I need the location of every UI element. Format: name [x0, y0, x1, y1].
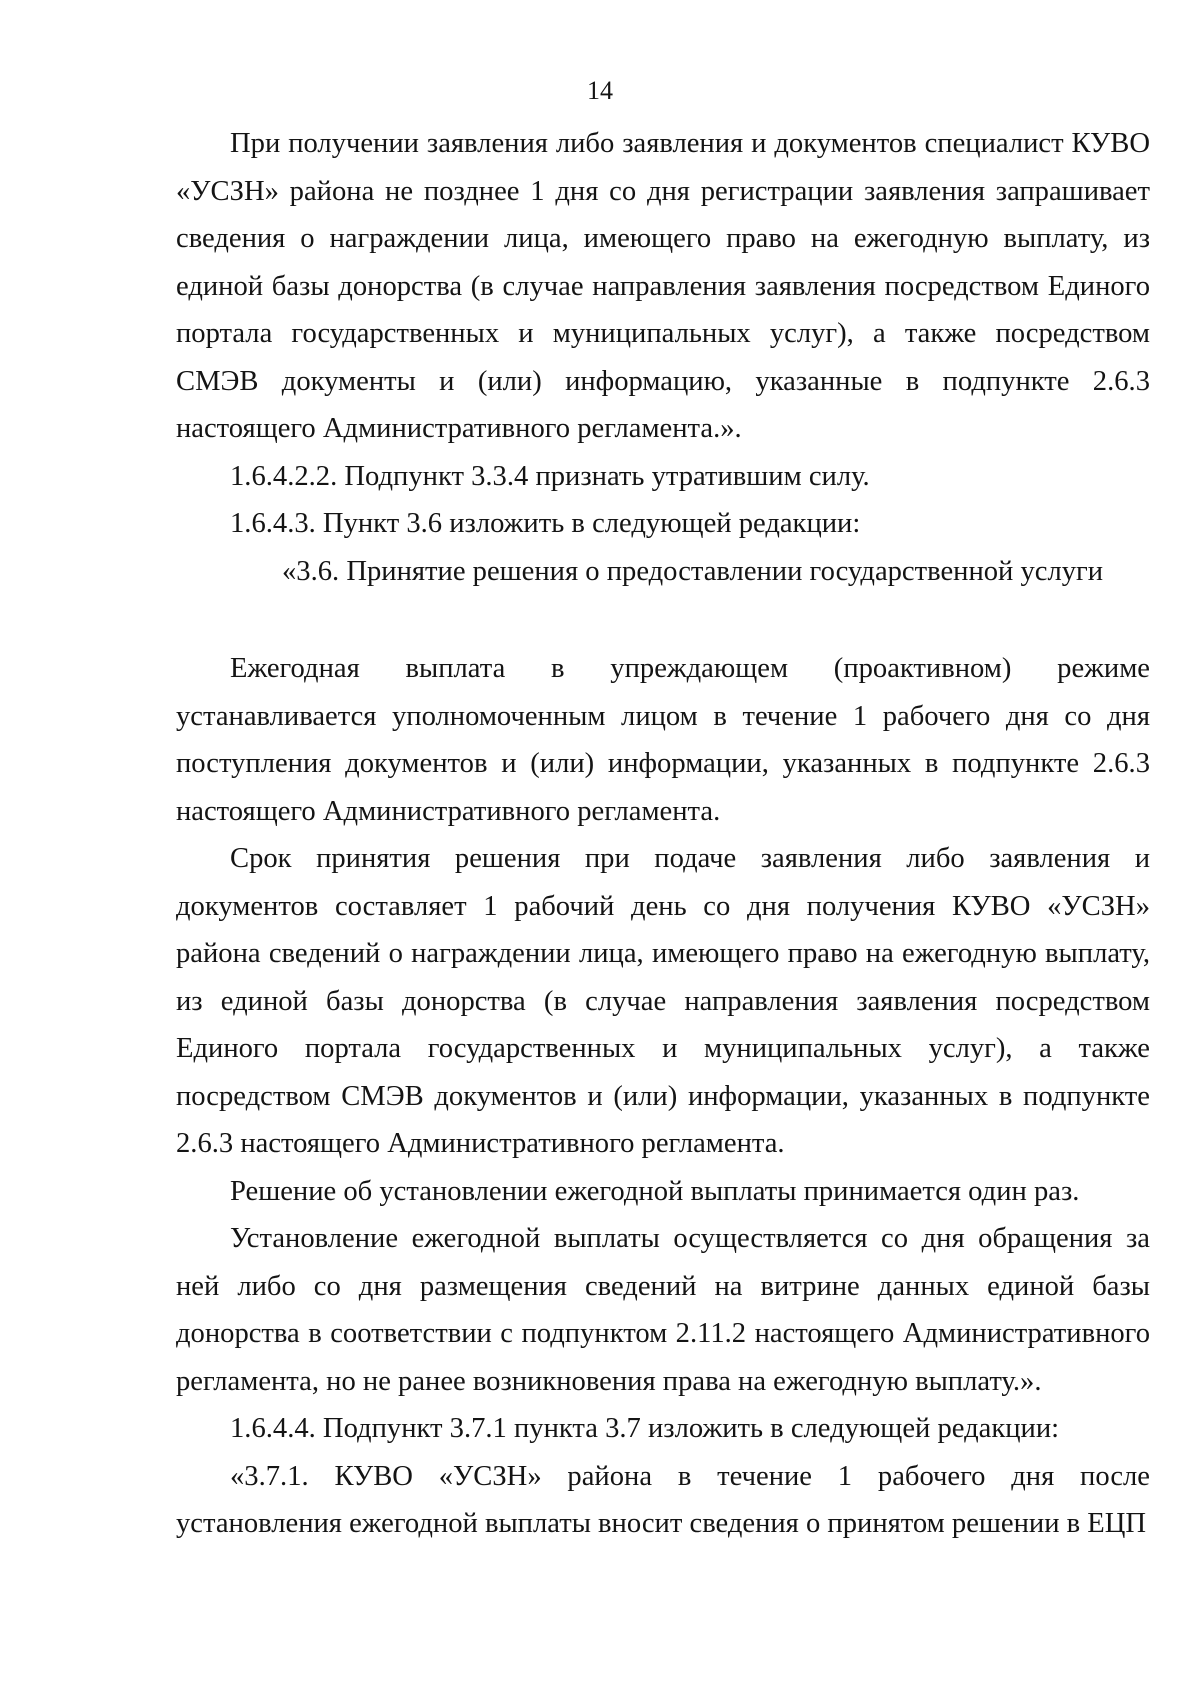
paragraph-application-request: При получении заявления либо заявления и документов специалист КУВО «УСЗН» района не позднее 1 дня со дня регистрации заявления запрашивает сведения о награждении лица, имеющего право на ежегодную выплату, из единой базы донорства (в случае направления заявления посредством Единого портала государственных и муниципальных услуг), а также посредством СМЭВ документы и (или) информацию, указанные в подпункте 2.6.3 настоящего Административного регламента.».: [176, 128, 1150, 444]
paragraph-1-6-4-3: 1.6.4.3. Пункт 3.6 изложить в следующей редакции:: [230, 508, 861, 539]
paragraph-decision-term: Срок принятия решения при подаче заявления либо заявления и документов составляет 1 рабочий день со дня получения КУВО «УСЗН» района сведений о награждении лица, имеющего право на ежегодную выплату, из единой базы донорства (в случае направления заявления посредством Единого портала государственных и муниципальных услуг), а также посредством СМЭВ документов и (или) информации, указанных в подпункте 2.6.3 настоящего Административного регламента.: [176, 843, 1150, 1159]
paragraph-3-7-1: «3.7.1. КУВО «УСЗН» района в течение 1 рабочего дня после установления ежегодной выплаты вносит сведения о принятом решении в ЕЦП: [176, 1460, 1150, 1539]
page-number-text: 14: [587, 76, 613, 105]
blank-line: [176, 595, 1150, 645]
paragraph-1-6-4-2-2: 1.6.4.2.2. Подпункт 3.3.4 признать утратившим силу.: [230, 460, 870, 492]
paragraph-proactive-payment: Ежегодная выплата в упреждающем (проактивном) режиме устанавливается уполномоченным лицом в течение 1 рабочего дня со дня поступления документов и (или) информации, указанных в подпункте 2.6.3 настоящего Административного регламента.: [176, 653, 1150, 827]
page-number: [0, 76, 1200, 106]
paragraph-decision-once: Решение об установлении ежегодной выплаты принимается один раз.: [230, 1175, 1080, 1207]
document-body: [176, 120, 1150, 1548]
paragraph-1-6-4-4: 1.6.4.4. Подпункт 3.7.1 пункта 3.7 изложить в следующей редакции:: [230, 1413, 1060, 1444]
paragraph-payment-start: Установление ежегодной выплаты осуществляется со дня обращения за ней либо со дня размещения сведений на витрине данных единой базы донорства в соответствии с подпунктом 2.11.2 настоящего Административного регламента, но не ранее возникновения права на ежегодную выплату.».: [176, 1223, 1150, 1397]
section-heading-3-6: «3.6. Принятие решения о предоставлении государственной услуги: [282, 555, 1104, 587]
